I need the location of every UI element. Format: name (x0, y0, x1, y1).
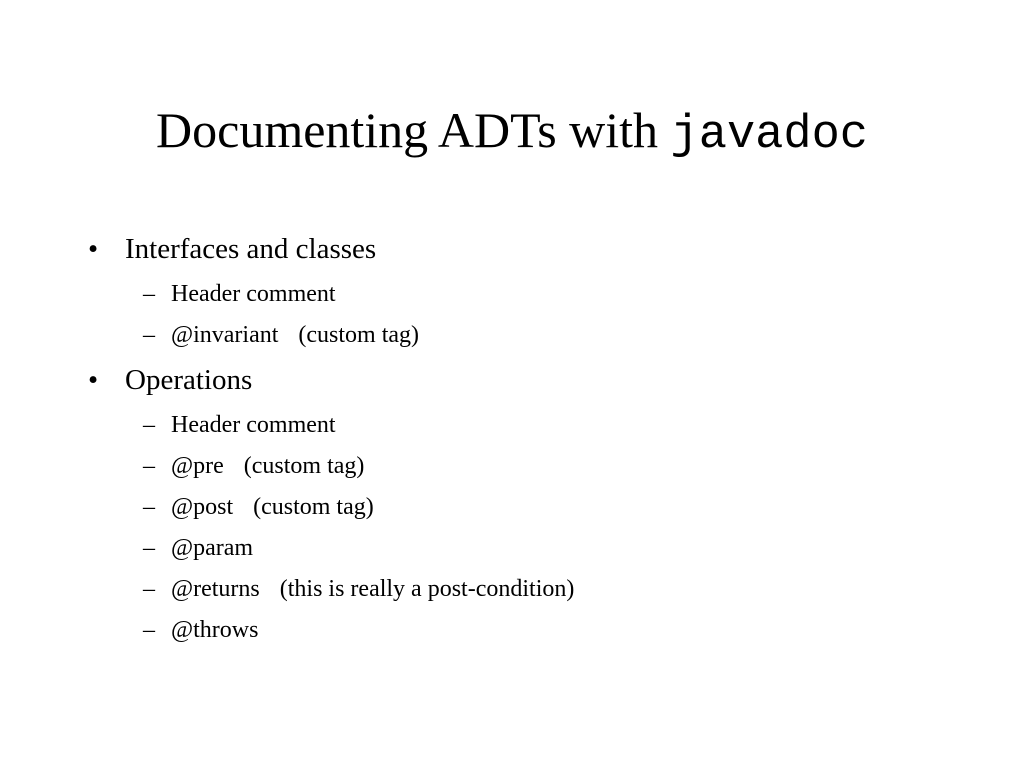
sub-bullet-text: @invariant (171, 322, 279, 348)
title-code: javadoc (670, 109, 868, 162)
sub-bullet-text: @returns (171, 576, 260, 602)
sub-bullet-text: @param (171, 535, 254, 561)
dash-icon: – (143, 281, 155, 307)
sub-bullet-text: @throws (171, 617, 259, 643)
sub-bullet-text: @pre (171, 453, 224, 479)
bullet-label: Interfaces and classes (125, 233, 377, 265)
bullet-icon: • (88, 364, 99, 396)
dash-icon: – (143, 453, 155, 479)
dash-icon: – (143, 412, 155, 438)
dash-icon: – (143, 576, 155, 602)
dash-icon: – (143, 617, 155, 643)
bullet-icon: • (88, 233, 99, 265)
title-text: Documenting ADTs with (156, 102, 659, 158)
sub-bullet-note: (custom tag) (253, 494, 374, 520)
sub-bullet-text: @post (171, 494, 234, 520)
sub-bullet-note: (this is really a post-condition) (279, 576, 575, 602)
sub-bullet-text: Header comment (171, 412, 336, 438)
dash-icon: – (143, 535, 155, 561)
sub-bullet-note: (custom tag) (298, 322, 420, 348)
dash-icon: – (143, 322, 155, 348)
bullet-label: Operations (125, 364, 253, 396)
dash-icon: – (143, 494, 155, 520)
sub-bullet-text: Header comment (171, 281, 336, 307)
sub-bullet-note: (custom tag) (243, 453, 365, 479)
